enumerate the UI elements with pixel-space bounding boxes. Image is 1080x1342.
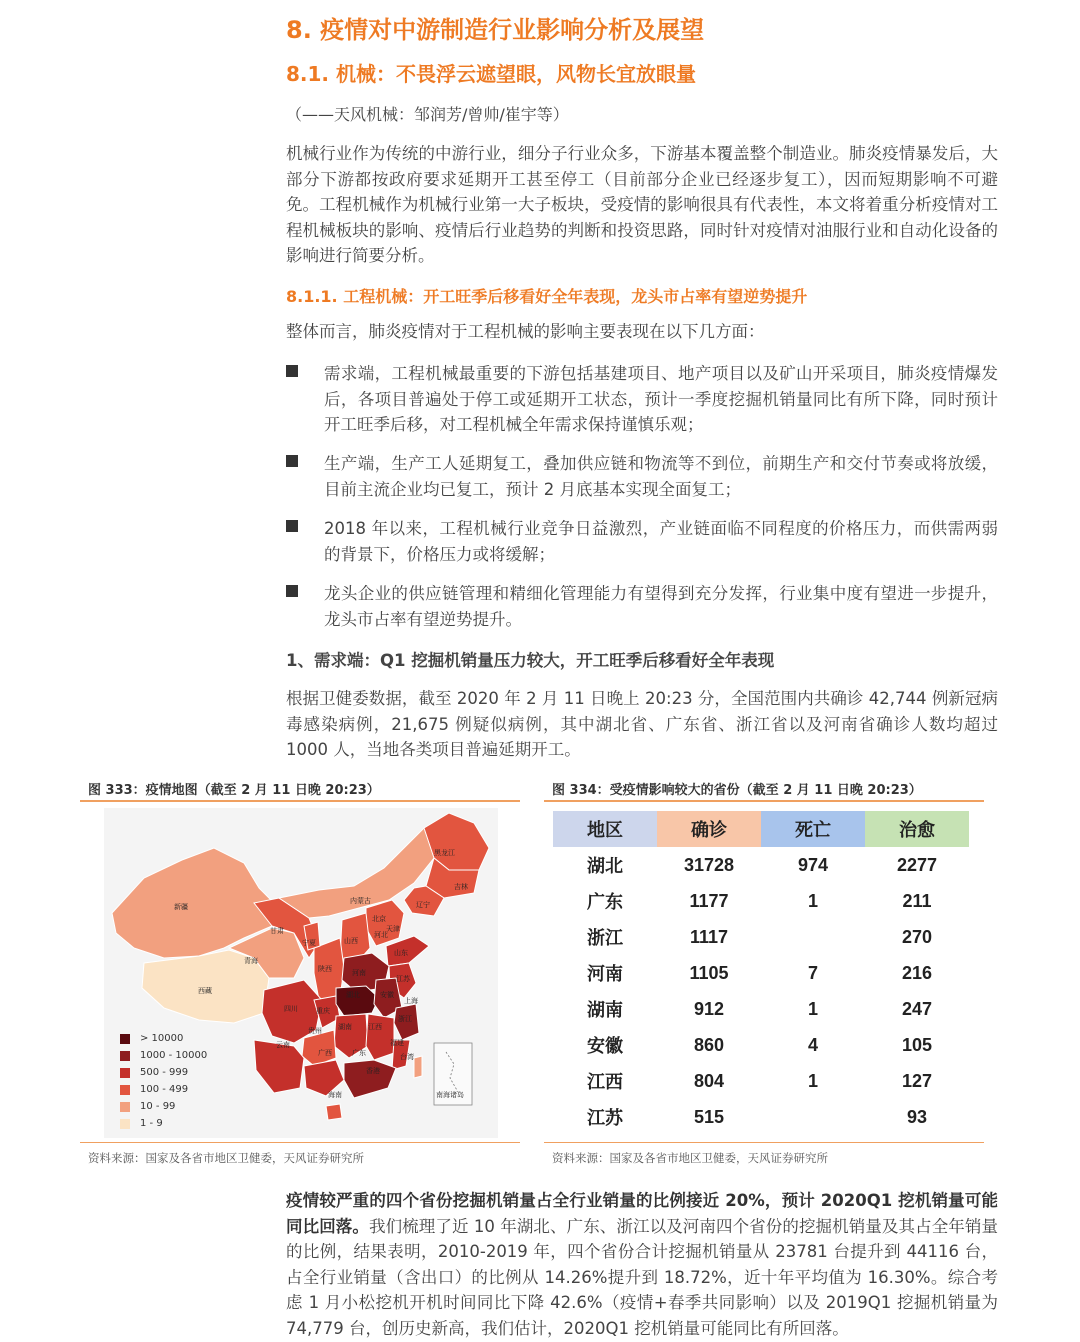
cell-region: 浙江 xyxy=(587,928,623,948)
map-label: 黑龙江 xyxy=(434,849,455,857)
table-row xyxy=(553,847,969,883)
cell-cured: 270 xyxy=(901,926,933,947)
cell-cured: 105 xyxy=(901,1034,933,1055)
map-label: 辽宁 xyxy=(416,901,430,909)
map-label: 云南 xyxy=(276,1041,290,1049)
cell-cured: 247 xyxy=(901,998,933,1019)
cell-cured: 93 xyxy=(906,1106,928,1127)
region-hainan xyxy=(326,1104,342,1120)
map-label: 江西 xyxy=(368,1023,382,1031)
map-label: 重庆 xyxy=(316,1007,330,1015)
map-source: 资料来源：国家及各省市地区卫健委，天风证券研究所 xyxy=(88,1151,364,1165)
table-row xyxy=(553,919,969,955)
bottom-bold-lead: 疫情较严重的四个省份挖掘机销量占全行业销量的比例接近 20%，预计 2020Q1 挖机销量可能同比回落。 xyxy=(286,1191,998,1236)
map-label: 山西 xyxy=(344,937,358,945)
cell-confirmed: 515 xyxy=(693,1106,725,1127)
figure-rule xyxy=(544,1142,984,1143)
col-header-deaths: 死亡 xyxy=(761,811,865,847)
cell-confirmed: 912 xyxy=(693,998,725,1019)
map-label: 浙江 xyxy=(398,1015,412,1023)
cell-deaths: 974 xyxy=(797,854,829,875)
table-figure-title: 图 334：受疫情影响较大的省份（截至 2 月 11 日晚 20:23） xyxy=(552,783,922,798)
bullet-square-icon xyxy=(286,365,298,377)
map-label: 贵州 xyxy=(308,1027,322,1035)
col-header-confirmed: 确诊 xyxy=(657,811,761,847)
page-title: 8. 疫情对中游制造行业影响分析及展望 xyxy=(286,16,705,44)
cell-region: 安徽 xyxy=(587,1036,623,1056)
map-label: 新疆 xyxy=(174,903,188,911)
table-row xyxy=(553,955,969,991)
cell-deaths xyxy=(761,1099,865,1135)
bullet-square-icon xyxy=(286,455,298,467)
map-label: 江苏 xyxy=(396,975,410,983)
cell-deaths: 4 xyxy=(807,1034,818,1055)
table-row xyxy=(553,883,969,919)
figure-rule xyxy=(80,1142,520,1143)
map-figure-title: 图 333：疫情地图（截至 2 月 11 日晚 20:23） xyxy=(88,783,380,798)
bullet-item xyxy=(286,361,998,438)
table-row xyxy=(553,1099,969,1135)
map-label: 台湾 xyxy=(400,1053,414,1061)
bullet-item xyxy=(286,516,998,567)
province-table-wrap xyxy=(553,811,969,1135)
figure-rule xyxy=(544,800,984,802)
map-label: 海南 xyxy=(328,1091,342,1099)
map-label: 湖南 xyxy=(338,1023,352,1031)
bullet-text: 2018 年以来，工程机械行业竞争日益激烈，产业链面临不同程度的价格压力，而供需两弱的背景下，价格压力或将缓解； xyxy=(324,519,998,564)
table-row xyxy=(553,1027,969,1063)
region-jiangxi xyxy=(366,1014,394,1060)
cell-region: 江苏 xyxy=(587,1108,623,1128)
cell-confirmed: 1105 xyxy=(689,962,729,983)
legend-item: > 10000 xyxy=(120,1030,207,1047)
legend-item: 1 - 9 xyxy=(120,1115,207,1132)
subsection-heading: 8.1.1. 工程机械：开工旺季后移看好全年表现，龙头市占率有望逆势提升 xyxy=(286,287,808,306)
map-label: 甘肃 xyxy=(270,927,284,935)
legend-item: 500 - 999 xyxy=(120,1064,207,1081)
map-label: 上海 xyxy=(404,997,418,1005)
cell-confirmed: 1177 xyxy=(689,890,729,911)
cell-region: 江西 xyxy=(587,1072,623,1092)
map-label: 宁夏 xyxy=(302,939,316,947)
map-label: 安徽 xyxy=(380,991,394,999)
map-label: 广东 xyxy=(352,1049,366,1057)
bullet-text: 龙头企业的供应链管理和精细化管理能力有望得到充分发挥，行业集中度有望进一步提升，龙头市占率有望逆势提升。 xyxy=(324,584,998,629)
map-label: 北京 xyxy=(372,915,386,923)
bullet-square-icon xyxy=(286,520,298,532)
cell-region: 湖南 xyxy=(587,1000,623,1020)
province-table xyxy=(553,811,969,1135)
map-label: 陕西 xyxy=(318,965,332,973)
map-label: 天津 xyxy=(386,925,400,933)
bottom-body: 我们梳理了近 10 年湖北、广东、浙江以及河南四个省份的挖掘机销量及其占全年销量的比例，结果表明，2010-2019 年，四个省份合计挖掘机销量从 23781 台提升到 44116 台，占全行业销量（含出口）的比例从 14.26%提升到 18.72%，近十年平均值为 16.30%。综合考虑 1 月小松挖机开机时间同比下降 42.6%（疫情+春季共同影响）以及 2019Q1 挖掘机销量为 74,779 台，创历史新高，我们估计，2020Q1 挖机销量可能同比有所回落。 xyxy=(286,1216,998,1338)
table-header-row xyxy=(553,811,969,847)
bullet-square-icon xyxy=(286,585,298,597)
col-header-region: 地区 xyxy=(553,811,657,847)
cell-cured: 2277 xyxy=(896,854,938,875)
cell-region: 广东 xyxy=(587,892,623,912)
map-label: 吉林 xyxy=(454,883,468,891)
map-label: 山东 xyxy=(394,949,408,957)
bullet-item xyxy=(286,581,998,632)
overview-text: 整体而言，肺炎疫情对于工程机械的影响主要表现在以下几方面： xyxy=(286,322,765,341)
section-heading: 8.1. 机械：不畏浮云遮望眼，风物长宜放眼量 xyxy=(286,62,696,86)
cell-cured: 211 xyxy=(902,890,932,911)
map-label: 福建 xyxy=(390,1039,404,1047)
legend-item: 1000 - 10000 xyxy=(120,1047,207,1064)
map-label: 四川 xyxy=(284,1005,298,1013)
cell-confirmed: 804 xyxy=(693,1070,725,1091)
cell-region: 河南 xyxy=(587,964,623,984)
map-label: 南海诸岛 xyxy=(436,1091,464,1099)
cell-confirmed: 31728 xyxy=(683,854,735,875)
intro-paragraph: 机械行业作为传统的中游行业，细分子行业众多，下游基本覆盖整个制造业。肺炎疫情暴发后，大部分下游都按政府要求延期开工甚至停工（目前部分企业已经逐步复工），因而短期影响不可避免。工程机械作为机械行业第一大子板块，受疫情的影响很具有代表性，本文将着重分析疫情对工程机械板块的影响、疫情后行业趋势的判断和投资思路，同时针对疫情对油服行业和自动化设备的影响进行简要分析。 xyxy=(286,144,998,265)
region-taiwan xyxy=(414,1056,422,1078)
map-label: 西藏 xyxy=(198,987,212,995)
map-legend xyxy=(120,1030,207,1132)
map-label: 青海 xyxy=(244,957,258,965)
bullet-item xyxy=(286,451,998,502)
table-row xyxy=(553,991,969,1027)
cell-deaths: 1 xyxy=(807,998,818,1019)
col-header-cured: 治愈 xyxy=(865,811,969,847)
demand-heading: 1、需求端：Q1 挖掘机销量压力较大，开工旺季后移看好全年表现 xyxy=(286,651,775,670)
bullet-text: 需求端，工程机械最重要的下游包括基建项目、地产项目以及矿山开采项目，肺炎疫情爆发后，各项目普遍处于停工或延期开工状态，预计一季度挖掘机销量同比有所下降，同时预计开工旺季后移，对工程机械全年需求保持谨慎乐观； xyxy=(324,364,998,434)
map-label: 河南 xyxy=(352,969,366,977)
cell-confirmed: 860 xyxy=(693,1034,725,1055)
cell-deaths: 1 xyxy=(807,1070,818,1091)
map-label: 湖北 xyxy=(346,991,360,999)
cell-deaths: 1 xyxy=(807,890,818,911)
map-label: 河北 xyxy=(374,931,388,939)
legend-item: 10 - 99 xyxy=(120,1098,207,1115)
map-label: 广西 xyxy=(318,1049,332,1057)
figure-rule xyxy=(80,800,520,802)
authors: （——天风机械：邹润芳/曾帅/崔宇等） xyxy=(286,105,569,124)
cell-region: 湖北 xyxy=(587,856,623,876)
epidemic-map xyxy=(104,808,498,1138)
cell-cured: 216 xyxy=(901,962,933,983)
table-source: 资料来源：国家及各省市地区卫健委，天风证券研究所 xyxy=(552,1151,828,1165)
cell-cured: 127 xyxy=(901,1070,933,1091)
cell-deaths: 7 xyxy=(807,962,818,983)
cell-confirmed: 1117 xyxy=(689,926,729,947)
bullet-text: 生产端，生产工人延期复工，叠加供应链和物流等不到位，前期生产和交付节奏或将放缓，目前主流企业均已复工，预计 2 月底基本实现全面复工； xyxy=(324,454,998,499)
map-label: 内蒙古 xyxy=(350,897,371,905)
legend-item: 100 - 499 xyxy=(120,1081,207,1098)
demand-paragraph: 根据卫健委数据，截至 2020 年 2 月 11 日晚上 20:23 分，全国范围内共确诊 42,744 例新冠病毒感染病例，21,675 例疑似病例，其中湖北省、广东省、浙江省以及河南省确诊人数均超过 1000 人，当地各类项目普遍延期开工。 xyxy=(286,689,998,759)
bottom-paragraph xyxy=(286,1188,998,1341)
map-label: 香港 xyxy=(366,1067,380,1075)
table-row xyxy=(553,1063,969,1099)
cell-deaths xyxy=(761,919,865,955)
